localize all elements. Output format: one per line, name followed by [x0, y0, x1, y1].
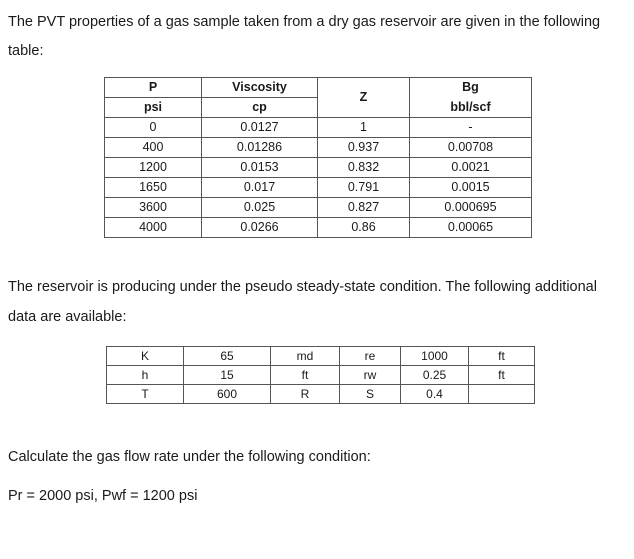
table-cell: 15: [184, 366, 271, 385]
table-cell: h: [107, 366, 184, 385]
table-cell: 0.025: [202, 198, 318, 218]
table-cell: 0: [105, 118, 202, 138]
table-cell: 0.00065: [410, 218, 532, 238]
table-cell: rw: [340, 366, 401, 385]
table-cell: T: [107, 385, 184, 404]
pvt-unit-p: psi: [105, 98, 202, 118]
table-cell: 0.0015: [410, 178, 532, 198]
pvt-header-z: Z: [318, 78, 410, 118]
table-cell: re: [340, 347, 401, 366]
table-cell: 0.0266: [202, 218, 318, 238]
pvt-body: [105, 118, 532, 238]
middle-text: The reservoir is producing under the pseudo steady-state condition. The following additional data are available:: [8, 279, 597, 325]
table-cell: ft: [469, 366, 535, 385]
table-row: [105, 218, 532, 238]
table-cell: 1200: [105, 158, 202, 178]
table-cell: 0.4: [401, 385, 469, 404]
pvt-header-viscosity: Viscosity: [202, 78, 318, 98]
table-cell: 1: [318, 118, 410, 138]
pvt-table: [104, 77, 532, 238]
table-row: [105, 118, 532, 138]
condition-text: Pr = 2000 psi, Pwf = 1200 psi: [8, 488, 198, 504]
pvt-unit-bg: bbl/scf: [410, 98, 532, 118]
table-cell: 0.00708: [410, 138, 532, 158]
table-cell: 1650: [105, 178, 202, 198]
table-cell: [469, 385, 535, 404]
table-cell: -: [410, 118, 532, 138]
table-cell: 4000: [105, 218, 202, 238]
table-cell: ft: [271, 366, 340, 385]
table-cell: 0.791: [318, 178, 410, 198]
table-cell: K: [107, 347, 184, 366]
table-cell: 0.937: [318, 138, 410, 158]
table-cell: 65: [184, 347, 271, 366]
table-cell: 400: [105, 138, 202, 158]
table-cell: 0.0153: [202, 158, 318, 178]
table-cell: ft: [469, 347, 535, 366]
table-cell: 0.832: [318, 158, 410, 178]
table-cell: 0.25: [401, 366, 469, 385]
table-cell: 0.01286: [202, 138, 318, 158]
pvt-unit-viscosity: cp: [202, 98, 318, 118]
table-row: [105, 158, 532, 178]
table-row: [105, 178, 532, 198]
table-cell: md: [271, 347, 340, 366]
table-row: [107, 347, 535, 366]
intro-paragraph: [8, 8, 618, 66]
question-paragraph: [8, 448, 371, 466]
table-cell: 0.000695: [410, 198, 532, 218]
pvt-header-bg: Bg: [410, 78, 532, 98]
table-cell: R: [271, 385, 340, 404]
table-cell: 0.86: [318, 218, 410, 238]
table-cell: 3600: [105, 198, 202, 218]
question-text: Calculate the gas flow rate under the following condition:: [8, 449, 371, 465]
table-cell: 0.0127: [202, 118, 318, 138]
data-table: [106, 346, 535, 404]
table-row: [107, 385, 535, 404]
table-cell: 1000: [401, 347, 469, 366]
pvt-header-p: P: [105, 78, 202, 98]
table-cell: 0.017: [202, 178, 318, 198]
table-row: [105, 138, 532, 158]
condition-paragraph: [8, 487, 197, 505]
table-cell: S: [340, 385, 401, 404]
table-row: [107, 366, 535, 385]
intro-text: The PVT properties of a gas sample taken from a dry gas reservoir are given in the following table:: [8, 14, 601, 59]
pvt-header-row: [105, 78, 532, 98]
table-row: [105, 198, 532, 218]
table-cell: 600: [184, 385, 271, 404]
data-body: [107, 347, 535, 404]
table-cell: 0.0021: [410, 158, 532, 178]
middle-paragraph: [8, 272, 623, 332]
table-cell: 0.827: [318, 198, 410, 218]
